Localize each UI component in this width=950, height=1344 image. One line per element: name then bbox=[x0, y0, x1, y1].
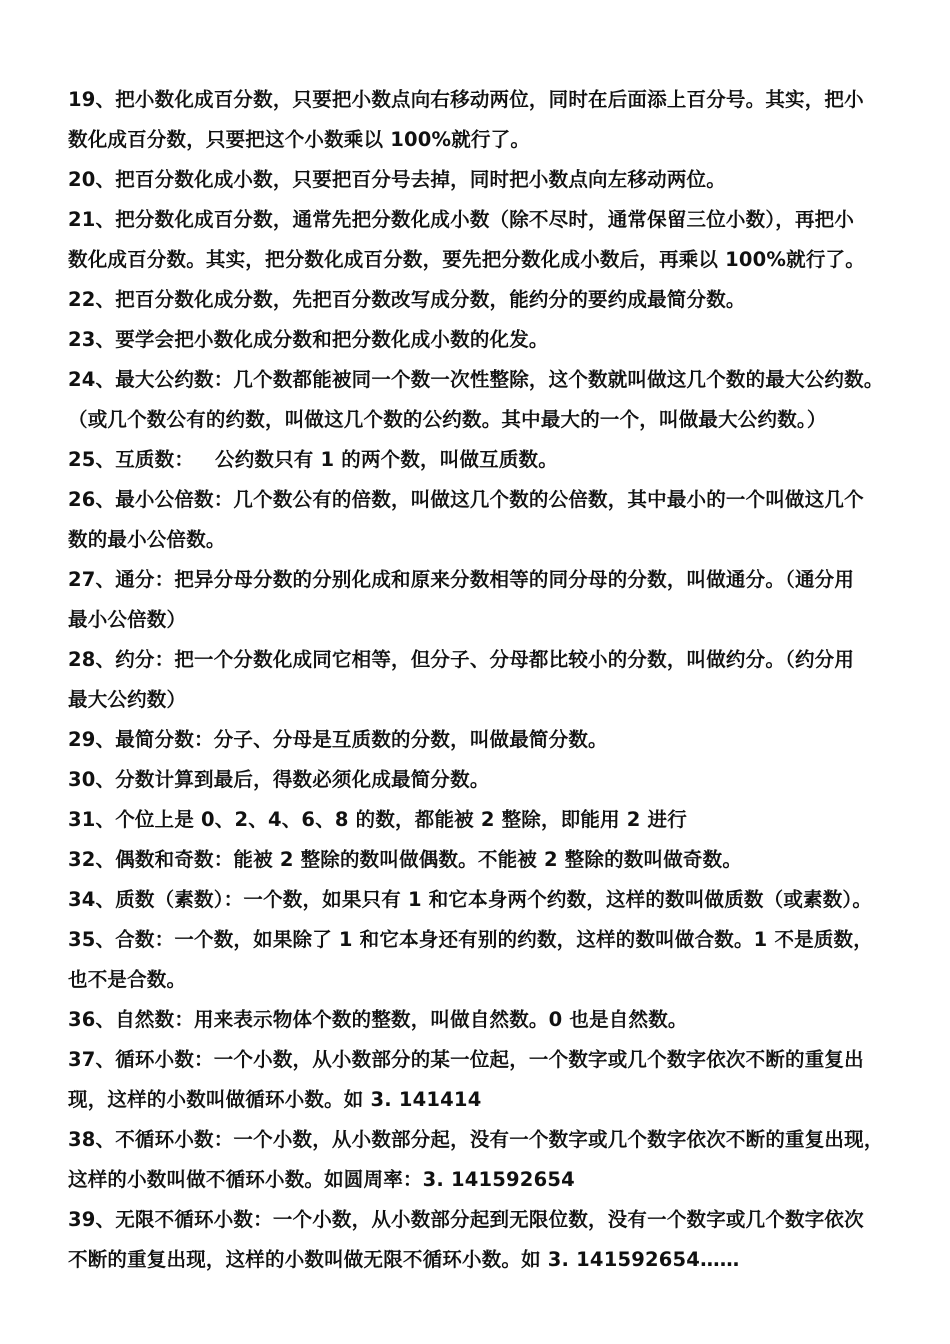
text-line: 24、最大公约数：几个数都能被同一个数一次性整除，这个数就叫做这几个数的最大公约数。 bbox=[68, 368, 884, 391]
text-line: 数的最小公倍数。 bbox=[68, 528, 226, 551]
text-line: 37、循环小数：一个小数，从小数部分的某一位起，一个数字或几个数字依次不断的重复出 bbox=[68, 1048, 864, 1071]
text-line: 不断的重复出现，这样的小数叫做无限不循环小数。如 3. 141592654…… bbox=[68, 1248, 740, 1271]
text-line: 最小公倍数） bbox=[68, 608, 187, 631]
text-line: （或几个数公有的约数，叫做这几个数的公约数。其中最大的一个，叫做最大公约数。） bbox=[68, 408, 827, 431]
text-line: 32、偶数和奇数：能被 2 整除的数叫做偶数。不能被 2 整除的数叫做奇数。 bbox=[68, 848, 743, 871]
text-line: 数化成百分数，只要把这个小数乘以 100%就行了。 bbox=[68, 128, 531, 151]
text-line: 也不是合数。 bbox=[68, 968, 187, 991]
text-line: 31、个位上是 0、2、4、6、8 的数，都能被 2 整除，即能用 2 进行 bbox=[68, 808, 687, 831]
text-line: 29、最简分数：分子、分母是互质数的分数，叫做最简分数。 bbox=[68, 728, 608, 751]
text-line: 23、要学会把小数化成分数和把分数化成小数的化发。 bbox=[68, 328, 549, 351]
text-line: 36、自然数：用来表示物体个数的整数，叫做自然数。0 也是自然数。 bbox=[68, 1008, 688, 1031]
text-line: 27、通分：把异分母分数的分别化成和原来分数相等的同分母的分数，叫做通分。（通分用 bbox=[68, 568, 855, 591]
text-line: 39、无限不循环小数：一个小数，从小数部分起到无限位数，没有一个数字或几个数字依次 bbox=[68, 1208, 864, 1231]
text-line: 21、把分数化成百分数，通常先把分数化成小数（除不尽时，通常保留三位小数），再把小 bbox=[68, 208, 855, 231]
text-line: 20、把百分数化成小数，只要把百分号去掉，同时把小数点向左移动两位。 bbox=[68, 168, 726, 191]
text-line: 数化成百分数。其实，把分数化成百分数，要先把分数化成小数后，再乘以 100%就行了。 bbox=[68, 248, 865, 271]
text-line: 最大公约数） bbox=[68, 688, 187, 711]
text-line: 35、合数：一个数，如果除了 1 和它本身还有别的约数，这样的数叫做合数。1 不是质数， bbox=[68, 928, 873, 951]
text-line: 这样的小数叫做不循环小数。如圆周率：3. 141592654 bbox=[68, 1168, 575, 1191]
document-body bbox=[68, 80, 886, 1280]
text-line: 25、互质数： 公约数只有 1 的两个数，叫做互质数。 bbox=[68, 448, 558, 471]
text-line: 26、最小公倍数：几个数公有的倍数，叫做这几个数的公倍数，其中最小的一个叫做这几个 bbox=[68, 488, 864, 511]
text-line: 28、约分：把一个分数化成同它相等，但分子、分母都比较小的分数，叫做约分。（约分用 bbox=[68, 648, 855, 671]
text-line: 19、把小数化成百分数，只要把小数点向右移动两位，同时在后面添上百分号。其实，把小 bbox=[68, 88, 864, 111]
text-line: 34、质数（素数）：一个数，如果只有 1 和它本身两个约数，这样的数叫做质数（或素数）。 bbox=[68, 888, 873, 911]
text-line: 22、把百分数化成分数，先把百分数改写成分数，能约分的要约成最简分数。 bbox=[68, 288, 746, 311]
text-line: 现，这样的小数叫做循环小数。如 3. 141414 bbox=[68, 1088, 482, 1111]
text-line: 30、分数计算到最后，得数必须化成最简分数。 bbox=[68, 768, 490, 791]
text-line: 38、不循环小数：一个小数，从小数部分起，没有一个数字或几个数字依次不断的重复出现， bbox=[68, 1128, 884, 1151]
